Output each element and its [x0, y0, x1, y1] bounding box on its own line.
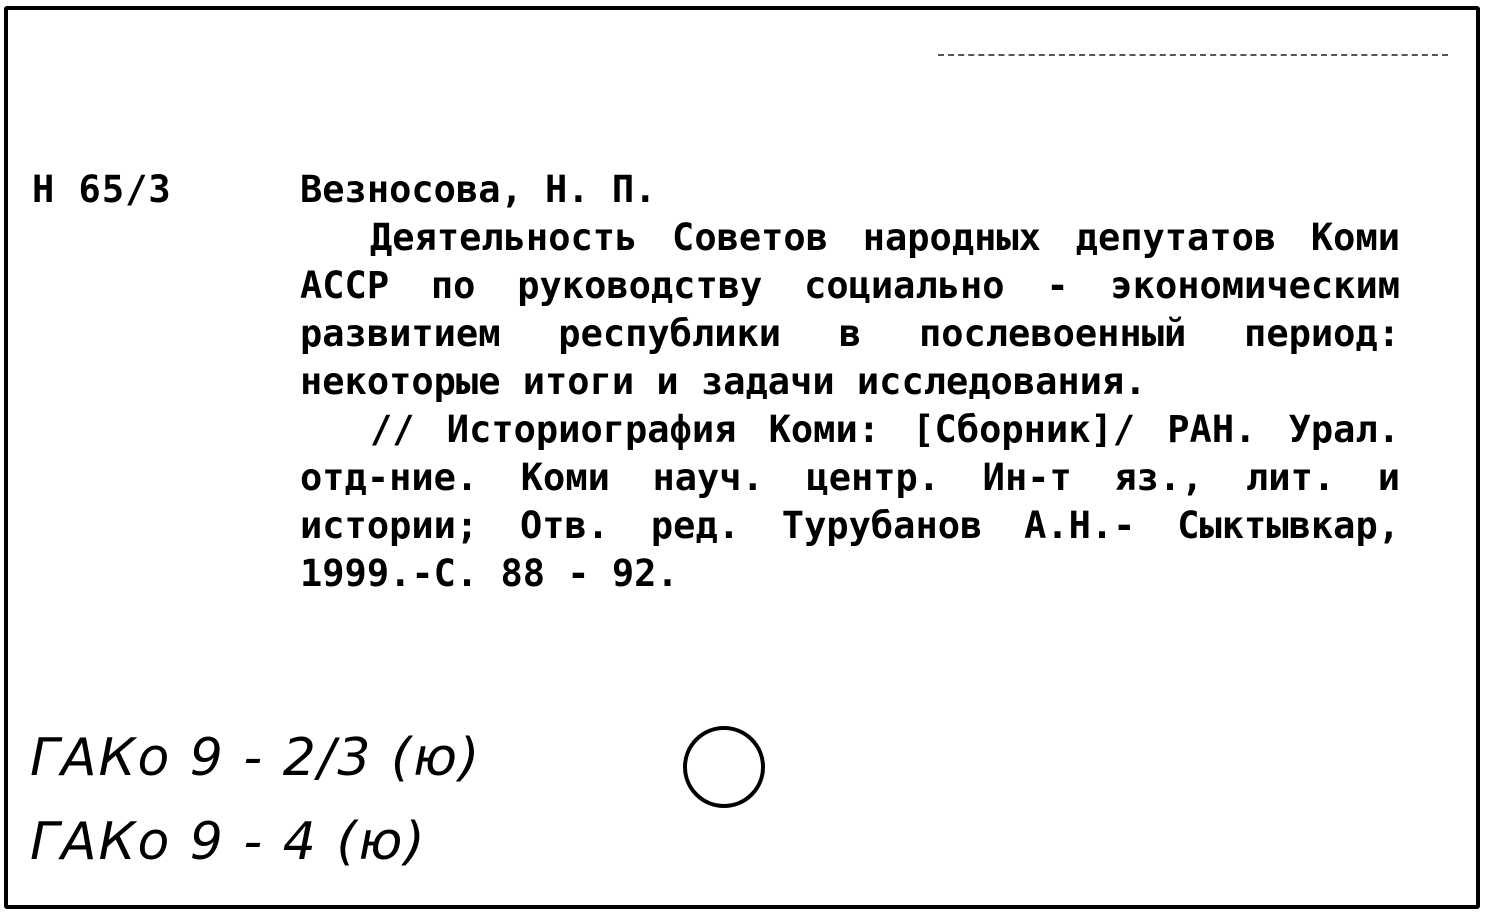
handwritten-note-2: ГАКо 9 - 4 (ю) — [30, 812, 427, 872]
punch-hole — [683, 726, 765, 808]
work-title: Деятельность Советов народных депутатов Коми АССР по руководству социально - экономическим развитием республики в послевоенный период: некоторые итоги и задачи исследования. — [300, 216, 1400, 403]
source-citation: // Историография Коми: [Сборник]/ РАН. Урал. отд-ние. Коми науч. центр. Ин-т яз., лит. и истории; Отв. ред. Турубанов А.Н.- Сыктывкар, 1999.-С. 88 - 92. — [300, 408, 1400, 595]
bibliographic-entry — [300, 166, 1400, 598]
handwritten-note-1: ГАКо 9 - 2/3 (ю) — [30, 728, 482, 788]
dashed-rule — [938, 54, 1448, 56]
author: Везносова, Н. П. — [300, 168, 657, 211]
shelfmark: Н 65/3 — [32, 168, 172, 211]
